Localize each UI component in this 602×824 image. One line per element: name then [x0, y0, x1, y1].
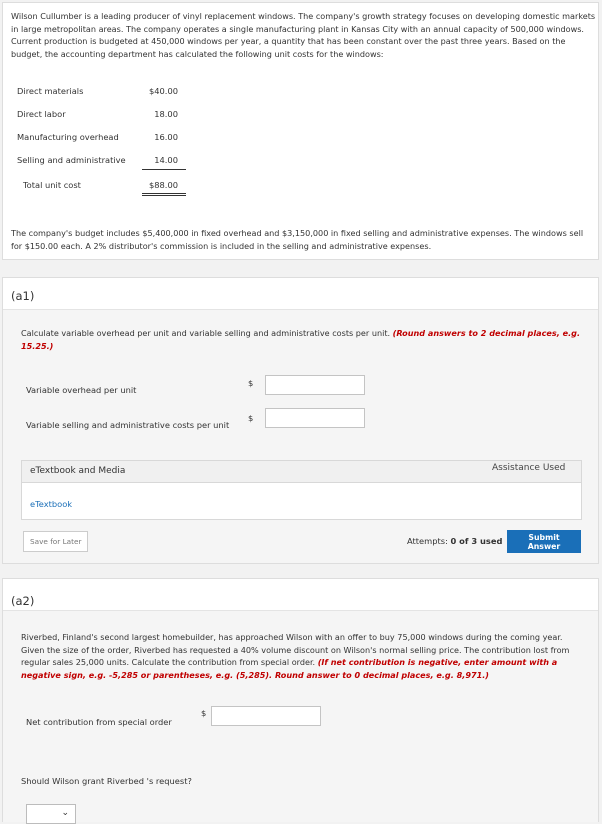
cost-value-direct-materials: $40.00 [148, 86, 178, 96]
intro-footer-paragraph: The company's budget includes $5,400,000 in fixed overhead and $3,150,000 in fixed selling and administrative expenses. The windows sell for $150.00 each. A 2% distributor's commission is included in the selling and administrative expenses. [11, 228, 584, 251]
assistance-used-label: Assistance Used [492, 463, 566, 473]
currency-symbol: $ [201, 708, 207, 718]
cost-label-direct-materials: Direct materials [17, 86, 84, 96]
attempts-count: 0 of 3 used [450, 536, 503, 546]
currency-symbol: $ [248, 413, 254, 423]
media-panel-title: eTextbook and Media [30, 466, 126, 476]
cost-label-selling-admin: Selling and administrative [17, 155, 126, 165]
cost-value-manufacturing-overhead: 16.00 [154, 132, 178, 142]
problem-statement-card [2, 2, 599, 260]
attempts-counter [407, 536, 502, 546]
section-header-a1 [3, 278, 598, 310]
attempts-prefix: Attempts: [407, 536, 451, 546]
section-title-a2: (a2) [11, 594, 35, 608]
variable-selling-admin-input[interactable] [265, 408, 365, 428]
net-contribution-input[interactable] [211, 706, 321, 726]
instruction-note-a1: (Round answers to 2 decimal places, e.g. 15.25.) [21, 328, 581, 351]
cost-label-manufacturing-overhead: Manufacturing overhead [17, 132, 119, 142]
save-for-later-button[interactable]: Save for Later [23, 531, 88, 552]
variable-overhead-input[interactable] [265, 375, 365, 395]
cost-value-direct-labor: 18.00 [154, 109, 178, 119]
submit-answer-button[interactable]: Submit Answer [507, 530, 581, 553]
total-double-rule [142, 193, 186, 196]
variable-overhead-label: Variable overhead per unit [26, 385, 137, 395]
question-section-a1 [2, 277, 599, 564]
section-body-a1 [3, 310, 598, 563]
instruction-a2 [21, 631, 586, 681]
variable-selling-admin-label: Variable selling and administrative costs per unit [26, 420, 230, 430]
section-body-a2 [3, 611, 598, 822]
subtotal-rule [142, 169, 186, 170]
currency-symbol: $ [248, 378, 254, 388]
section-title-a1: (a1) [11, 289, 35, 303]
question-section-a2 [2, 578, 599, 822]
grant-request-select[interactable] [26, 804, 76, 824]
cost-value-selling-admin: 14.00 [154, 155, 178, 165]
section-header-a2 [3, 579, 598, 611]
net-contribution-label: Net contribution from special order [26, 717, 172, 727]
cost-label-direct-labor: Direct labor [17, 109, 66, 119]
total-cost-value: $88.00 [148, 180, 178, 190]
grant-request-question: Should Wilson grant Riverbed 's request? [21, 776, 192, 786]
intro-paragraph: Wilson Cullumber is a leading producer of vinyl replacement windows. The company's growth strategy focuses on developing domestic markets in large metropolitan areas. The company operates a single manufacturing plant in Kansas City with an annual capacity of 500,000 windows. Current production is budgeted at 450,000 windows per year, a quantity that has been constant over the past three years. Based on the budget, the accounting department has calculated the following unit costs for the windows: [11, 11, 596, 59]
instruction-a1 [21, 327, 591, 352]
total-cost-label: Total unit cost [23, 180, 81, 190]
instruction-text-a1: Calculate variable overhead per unit and variable selling and administrative costs per unit. [21, 328, 391, 338]
instruction-note-a2: (If net contribution is negative, enter amount with a negative sign, e.g. -5,285 or parentheses, e.g. (5,285). Round answer to 0 decimal places, e.g. 8,971.) [21, 657, 558, 680]
instruction-text-a2: Riverbed, Finland's second largest homebuilder, has approached Wilson with an offer to buy 75,000 windows during the coming year. Given the size of the order, Riverbed has requested a 40% volume discount on Wilson's normal selling price. The contribution lost from regular sales 25,000 units. Calculate the contribution from special order. [21, 632, 570, 667]
chevron-down-icon: ⌄ [61, 808, 69, 818]
etextbook-link[interactable]: eTextbook [30, 499, 73, 509]
